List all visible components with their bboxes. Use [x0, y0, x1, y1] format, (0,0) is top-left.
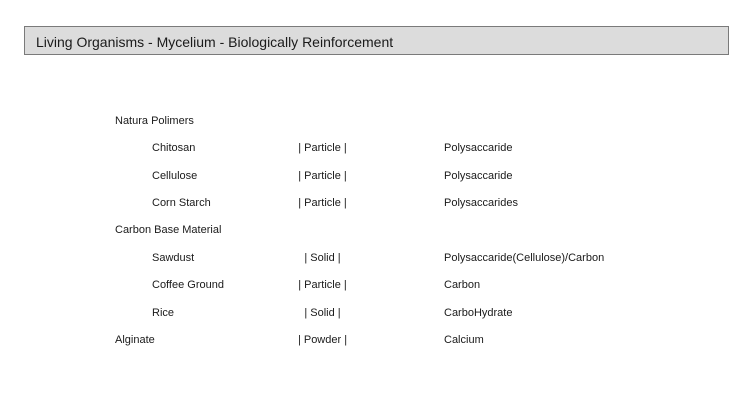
item-type: Polysaccaride: [444, 142, 513, 154]
list-item: [0, 168, 730, 184]
page-title: Living Organisms - Mycelium - Biologically Reinforcement: [36, 34, 394, 50]
item-name: Coffee Ground: [152, 279, 224, 291]
item-form: | Particle |: [298, 197, 347, 209]
list-item: [0, 250, 730, 266]
item-type: Polysaccarides: [444, 197, 518, 209]
list-item: [0, 113, 730, 129]
item-name: Corn Starch: [152, 197, 211, 209]
list-item: [0, 332, 730, 348]
item-type: Calcium: [444, 334, 484, 346]
list-item: [0, 222, 730, 238]
item-name: Rice: [152, 307, 175, 319]
item-name: Cellulose: [152, 170, 198, 182]
item-type: Polysaccaride: [444, 170, 513, 182]
item-type: CarboHydrate: [444, 307, 513, 319]
list-item: [0, 277, 730, 293]
list-item: [0, 305, 730, 321]
item-form: | Particle |: [298, 170, 347, 182]
item-form: | Particle |: [298, 142, 347, 154]
item-type: Polysaccaride(Cellulose)/Carbon: [444, 252, 605, 264]
item-form: | Particle |: [298, 279, 347, 291]
item-name: Natura Polimers: [115, 115, 194, 127]
item-form: | Solid |: [304, 307, 341, 319]
item-form: | Powder |: [297, 334, 348, 346]
item-name: Carbon Base Material: [115, 224, 222, 236]
item-name: Sawdust: [152, 252, 195, 264]
item-name: Chitosan: [152, 142, 196, 154]
item-type: Carbon: [444, 279, 481, 291]
item-name: Alginate: [115, 334, 155, 346]
list-item: [0, 140, 730, 156]
item-form: | Solid |: [304, 252, 341, 264]
list-item: [0, 195, 730, 211]
